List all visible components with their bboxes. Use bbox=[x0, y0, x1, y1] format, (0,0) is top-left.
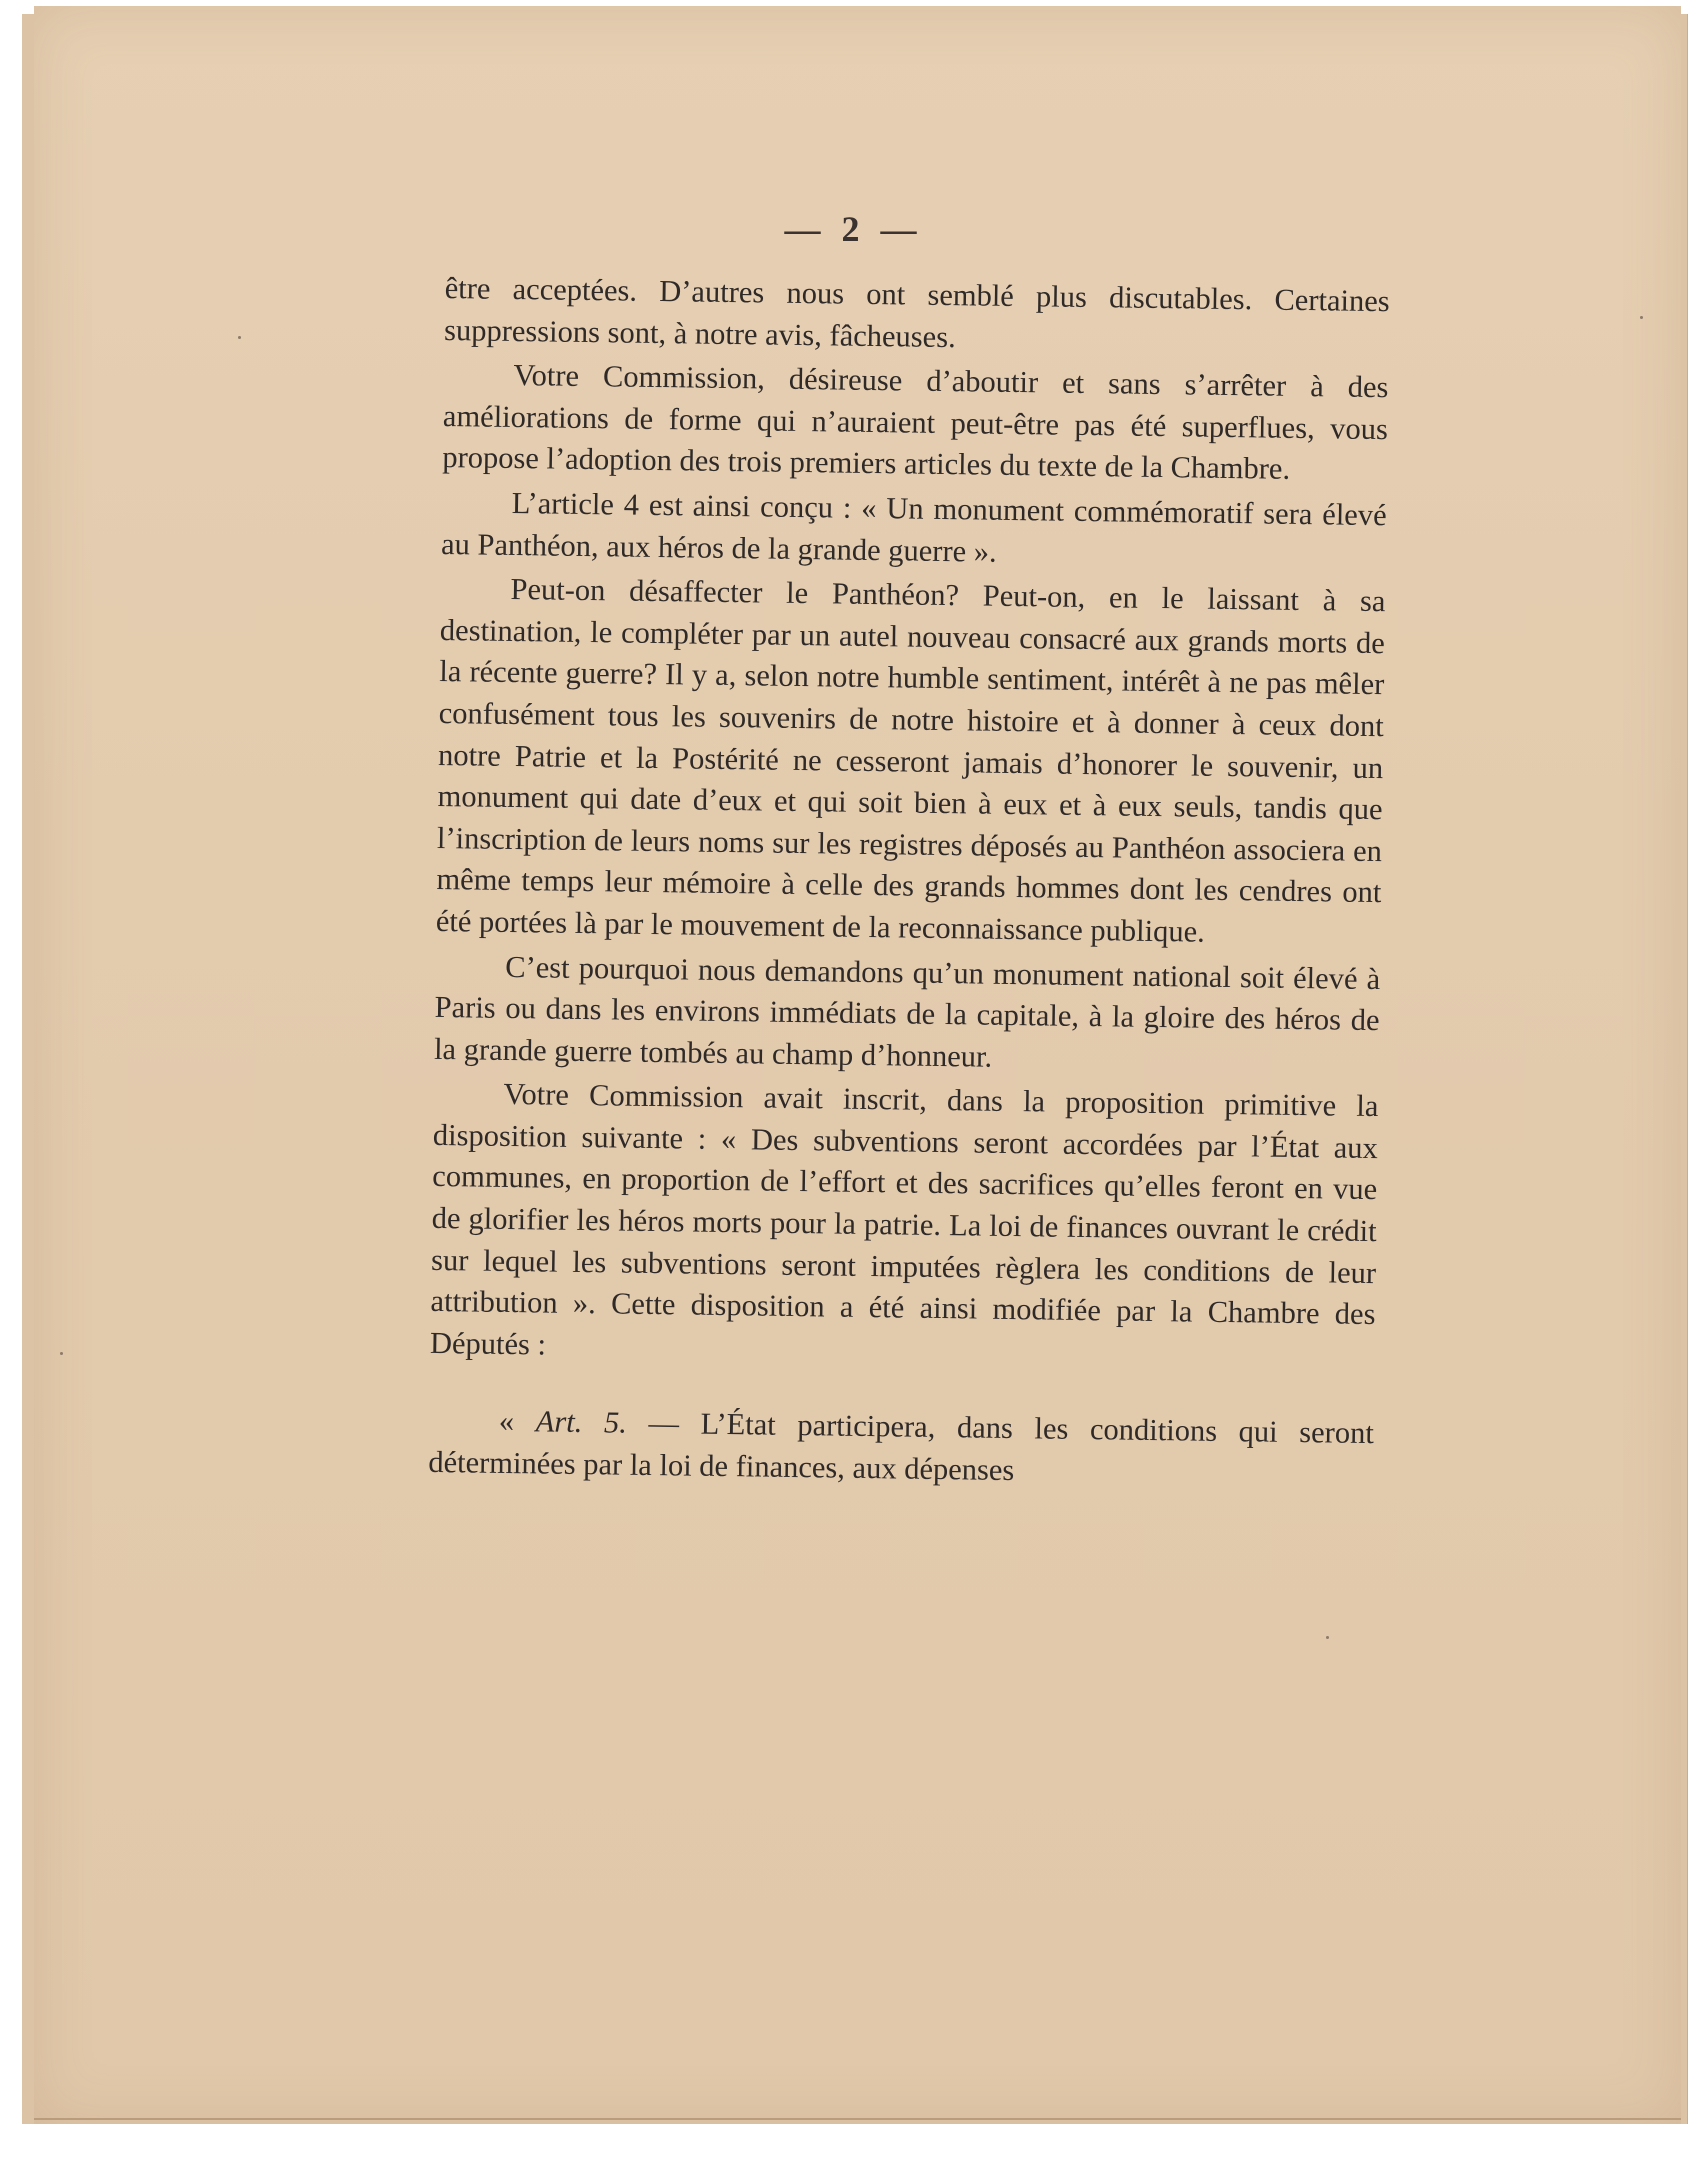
paragraph: Votre Commission avait inscrit, dans la proposition primitive la disposition suivante : « Des subventions seront accordées par l’État aux communes, en proportion de l’effort et des sacrifices qu’elles feront en vue de glorifier les héros morts pour la patrie. La loi de finances ouvrant le crédit sur lequel les subventions seront imputées règlera les conditions de leur attribution ». Cette disposition a été ainsi modifiée par la Chambre des Députés : bbox=[429, 1077, 1379, 1362]
paragraph: L’article 4 est ainsi conçu : « Un monument commémoratif sera élevé au Panthéon, aux héros de la grande guerre ». bbox=[440, 485, 1387, 569]
paragraph: être acceptées. D’autres nous ont semblé plus discutables. Certaines suppressions sont, à notre avis, fâcheuses. bbox=[443, 270, 1390, 354]
paragraph: Peut-on désaffecter le Panthéon? Peut-on, en le laissant à sa destination, le compléter par un autel nouveau consacré aux grands morts de la récente guerre? Il y a, selon notre humble sentiment, intérêt à ne pas mêler confusément tous les souvenirs de notre histoire et à donner à ceux dont notre Patrie et la Postérité ne cesseront jamais d’honorer le souvenir, un monument qui date d’eux et qui soit bien à eux et à eux seuls, tandis que l’inscription de leurs noms sur les registres déposés au Panthéon associera en même temps leur mémoire à celle des grands hommes dont les cendres ont été portées là par le mouvement de la reconnaissance publique. bbox=[435, 572, 1386, 949]
paragraph: Votre Commission, désireuse d’aboutir et sans s’arrêter à des améliorations de forme qui n’auraient peut-être pas été superflues, vous propose l’adoption des trois premiers articles du texte de la Chambre. bbox=[442, 358, 1389, 487]
paragraph: C’est pourquoi nous demandons qu’un monument national soit élevé à Paris ou dans les environs immédiats de la capitale, à la gloire des héros de la grande guerre tombés au champ d’honneur. bbox=[433, 949, 1381, 1074]
page-number: — 2 — bbox=[784, 209, 923, 249]
paper-speck bbox=[60, 1352, 63, 1355]
article-label: Art. 5. bbox=[535, 1404, 628, 1441]
paper-speck bbox=[1326, 1636, 1329, 1639]
article-text: — L’État participera, dans les conditions qui seront déterminées par la loi de finances, aux dépenses bbox=[428, 1406, 1375, 1488]
paper-speck bbox=[238, 336, 241, 339]
paper-speck bbox=[1640, 316, 1643, 319]
article-open-quote: « bbox=[498, 1404, 537, 1439]
body-text bbox=[428, 268, 1390, 1500]
article-paragraph bbox=[428, 1400, 1374, 1496]
sheet-bottom-edge bbox=[34, 2118, 1681, 2120]
